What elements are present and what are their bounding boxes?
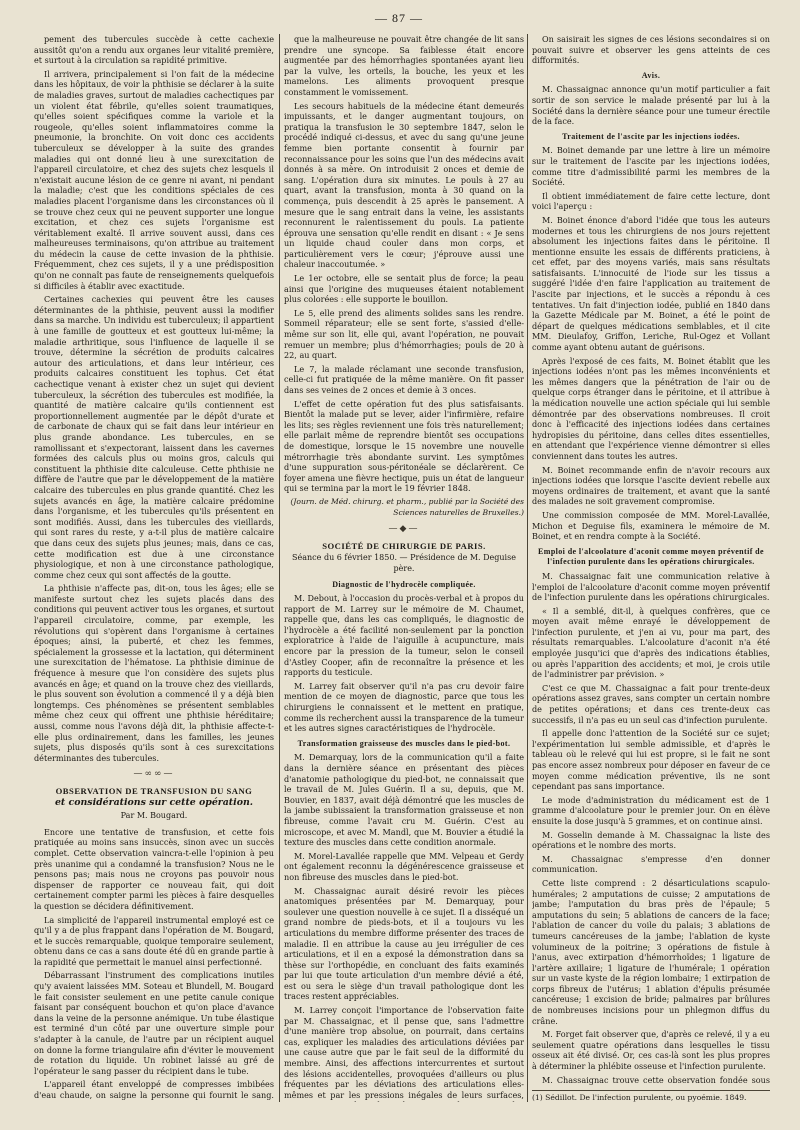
paragraph: L'appareil étant enveloppé de compresses imbibées d'eau chaude, on saigne la personne qui fournit le sang. (34, 1079, 274, 1100)
paragraph: M. Gosselin demande à M. Chassaignac la liste des opérations et le nombre des morts. (532, 829, 770, 851)
paragraph: M. Boinet recommande enfin de n'avoir recours aux injections iodées que lorsque l'ascite devient rebelle aux moyens ordinaires de traitement, et avant que la santé des malades ne soit gravement compromise. (532, 464, 770, 507)
ornament-divider: —∞∞— (133, 769, 175, 780)
paragraph: Il arrivera, principalement si l'on fait de la médecine dans les hôpitaux, de voir la phthisie se déclarer à la suite de maladies graves, surtout de maladies cachectiques par un violent état fébrile, qu'elles soient traumatiques, qu'elles soient spécifiques comme la variole et la rougeole, qu'elles soient inflammatoires comme la pneumonie, la bronchite. On voit donc ces accidents tuberculeux se développer à la suite des grandes maladies qui ont donné lieu à une surexcitation de l'appareil circulatoire, et chez des sujets chez lesquels il n'existait aucune lésion de ce genre ni avant, ni pendant la maladie; c'est que les conditions spéciales de ces maladies placent l'organisme dans les circonstances où il se trouve chez ceux qui ne peuvent supporter une longue excitation, et chez ces sujets l'organisme est véritablement exalté. Il arrive souvent aussi, dans ces malheureuses terminaisons, qu'on attribue au traitement du médecin la cause de cette invasion de la phthisie. Fréquemment, chez ces sujets, il y a une prédisposition qu'on ne connaît pas faute de renseignements quelquefois si difficiles à établir avec exactitude. (34, 68, 274, 291)
column-1 (34, 34, 274, 1102)
article-author: Par M. Bougard. (120, 811, 188, 821)
paragraph: « Il a semblé, dit-il, à quelques confrères, que ce moyen avait même enrayé le développement de l'infection purulente, et j'en ai vu, pour ma part, des résultats remarquables. L'alcoolature d'aconit n'a été employée jusqu'ici que d'après des indications établies, ou après l'apparition des accidents; et moi, je crois utile de l'administrer par prévision. » (532, 605, 770, 680)
paragraph: Une commission composée de MM. Morel-Lavallée, Michon et Deguise fils, examinera le mémoire de M. Boinet, et en rendra compte à la Société. (532, 509, 770, 542)
paragraph: M. Forget fait observer que, d'après ce relevé, il y a eu seulement quatre opérations dans lesquelles le tissu osseux ait été divisé. Or, ces cas-là sont les plus propres à déterminer la phlébite osseuse et l'infection purulente. (532, 1029, 770, 1072)
paragraph: que la malheureuse ne pouvait être changée de lit sans prendre une syncope. Sa faiblesse était encore augmentée par des hémorrhagies spontanées ayant lieu par la vulve, les orteils, la bouche, les yeux et les mamelons. Les aliments provoquent presque constamment le vomissement. (284, 34, 524, 97)
paragraph: Encore une tentative de transfusion, et cette fois pratiquée au moins sans insuccès, sinon avec un succès complet. Cette observation vaincra-t-elle l'opinion à peu près unanime qui a condamné la transfusion? Nous ne le pensons pas; mais nous ne croyons pas pouvoir nous dispenser de rapporter ce nouveau fait, qui doit certainement compter parmi les pièces à faire desquelles la question se décidera définitivement. (34, 826, 274, 911)
paragraph: pement des tubercules succède à cette cachexie aussitôt qu'on a rendu aux organes leur vitalité première, et surtout à la circulation sa rapidité primitive. (34, 34, 274, 66)
section-title: Emploi de l'alcoolature d'aconit comme moyen préventif de l'infection purulente dans les opérations chirurgicales. (538, 546, 764, 567)
paragraph: M. Morel-Lavallée rappelle que MM. Velpeau et Gerdy ont également reconnu la dégénérescence graisseuse et non fibreuse des muscles dans le pied-bot. (284, 850, 524, 882)
paragraph: M. Chassaignac aurait désiré revoir les pièces anatomiques présentées par M. Demarquay, pour soulever une question nouvelle à ce sujet. Il a disséqué un grand nombre de pieds-bots, et il a toujours vu les articulations du membre difforme présenter des traces de maladie. Il en attribue la cause au jeu irrégulier de ces articulations, et il en a exposé la démonstration dans sa thèse sur l'orthopédie, en concluant des faits examinés par lui que toute articulation d'un membre dévié a été, est ou sera le siège d'un travail pathologique dont les traces restent appréciables. (284, 885, 524, 1002)
paragraph: Il obtient immédiatement de faire cette lecture, dont voici l'aperçu : (532, 190, 770, 212)
column-rule-1 (279, 34, 280, 1102)
source-citation: (Journ. de Méd. chirurg. et pharm., publié par la Société des Sciences naturelles de Bruxelles.) (290, 496, 524, 517)
paragraph: Le 1er octobre, elle se sentait plus de force; la peau ainsi que l'origine des muqueuses étaient notablement plus colorées : elle supporte le bouillon. (284, 273, 524, 305)
paragraph: La simplicité de l'appareil instrumental employé est ce qu'il y a de plus frappant dans l'opération de M. Bougard, et le succès remarquable, quoique temporaire seulement, obtenu dans ce cas a sans doute été dû en grande partie à la rapidité que permettait le manuel ainsi perfectionné. (34, 914, 274, 967)
footnote: (1) Sédillot. De l'infection purulente, ou pyoémie. 1849. (532, 1090, 770, 1102)
paragraph: Cette liste comprend : 2 désarticulations scapulo-humérales; 2 amputations de cuisse; 2 amputations de jambe; l'amputation du bras près de l'épaule; 5 amputations du sein; 5 ablations de cancers de la face; l'ablation de cancer du voile du palais; 3 ablations de tumeurs cancéreuses de la jambe; l'ablation de kyste volumineux de la poitrine; 3 opérations de fistule à l'anus, avec extirpation d'hémorrhoïdes; 1 ligature de l'artère axillaire; 1 ligature de l'humérale; 1 opération sur un vaste kyste de la région lombaire; 1 extirpation de corps fibreux de l'utérus; 1 ablation d'épulis présumée cancéreuse; 1 excision de bride; palmaires par brûlures de nombreuses incisions pour un phlegmon diffus du crâne. (532, 877, 770, 1026)
paragraph: M. Chassaignac annonce qu'un motif particulier a fait sortir de son service le malade présenté par lui à la Société dans la dernière séance pour une tumeur érectile de la face. (532, 84, 770, 127)
column-rule-2 (527, 34, 528, 1102)
section-title: Transformation graisseuse des muscles dans le pied-bot. (297, 738, 511, 748)
paragraph: M. Boinet demande par une lettre à lire un mémoire sur le traitement de l'ascite par les injections iodées, comme titre d'admissibilité parmi les membres de la Société. (532, 145, 770, 188)
paragraph: C'est ce que M. Chassaignac a fait pour trente-deux opérations assez graves, sans compter un certain nombre de petites opérations; et dans ces trente-deux cas successifs, il n'a pas eu un seul cas d'infection purulente. (532, 682, 770, 725)
paragraph: Après l'exposé de ces faits, M. Boinet établit que les injections iodées n'ont pas les mêmes inconvénients et les mêmes dangers que la pénétration de l'air ou de quelque corps étranger dans le péritoine, et il attribue à la médication nouvelle une action spéciale qui lui semble démontrée par des observations nombreuses. Il croit donc à l'efficacité des injections iodées dans certaines hydropisies du péritoine, dans celles dites essentielles, en attendant que l'expérience vienne démontrer si elles conviennent dans toutes les autres. (532, 355, 770, 461)
page-header (34, 8, 764, 28)
meeting-line: Séance du 6 février 1850. — Présidence de M. Deguise père. (292, 553, 516, 573)
article-subtitle: et considérations sur cette opération. (54, 796, 254, 808)
paragraph: L'effet de cette opération fut des plus satisfaisants. Bientôt la malade put se lever, aider l'infirmière, refaire les lits; ses règles reviennent une fois très naturellement; elle parlait même de reprendre bientôt ses occupations de domestique, lorsque le 15 novembre une nouvelle métrorrhagie très abondante survint. Les symptômes d'une suppuration sous-péritonéale se déclarèrent. Ce foyer amena une fièvre hectique, puis un état de langueur qui se termina par la mort le 19 février 1848. (284, 398, 524, 494)
article-title: OBSERVATION DE TRANSFUSION DU SANG (55, 785, 253, 796)
section-title: Avis. (641, 70, 661, 80)
section-title: Diagnostic de l'hydrocèle compliquée. (332, 579, 476, 589)
paragraph: M. Chassaignac s'empresse d'en donner communication. (532, 853, 770, 875)
paragraph: Les secours habituels de la médecine étant demeurés impuissants, et le danger augmentant toujours, on pratiqua la transfusion le 30 septembre 1847, selon le procédé indiqué ci-dessus, et avec du sang qu'une jeune femme bien portante consentit à fournir par reconnaissance pour les soins que l'un des médecins avait donnés à sa mère. On introduisit 2 onces et demie de sang. L'opération dura six minutes. Le pouls à 27 au quart, avant la transfusion, monta à 30 quand on la commença, puis descendit à 25 après le pansement. A mesure que le sang entrait dans la veine, les assistants reconnurent le ralentissement du pouls. La patiente éprouva une sensation qu'elle rendit en disant : « Je sens un liquide chaud couler dans mon corps, et particulièrement vers le cœur; j'éprouve aussi une chaleur inaccoutumée. » (284, 100, 524, 270)
paragraph: M. Larrey fait observer qu'il n'a pas cru devoir faire mention de ce moyen de diagnostic, parce que tous les chirurgiens le connaissent et le mettent en pratique, comme ils recherchent aussi la transparence de la tumeur et les autres signes caractéristiques de l'hydrocèle. (284, 680, 524, 734)
ornament-divider: —◆— (388, 524, 420, 535)
paragraph: Le 7, la malade réclamant une seconde transfusion, celle-ci fut pratiquée de la même manière. On fit passer dans ses veines de 2 onces et demie à 3 onces. (284, 363, 524, 395)
paragraph: M. Larrey conçoit l'importance de l'observation faite par M. Chassaignac, et il pense que, sans l'admettre d'une manière trop absolue, on pourrait, dans certains cas, expliquer les maladies des articulations déviées par une cause autre que par le fait seul de la difformité du membre. Ainsi, des affections intercurrentes et surtout des lésions accidentelles, provoquées d'ailleurs ou plus fréquentes par les déviations des articulations elles-mêmes et par les pressions inégales de leurs surfaces, (284, 1005, 524, 1100)
paragraph: M. Demarquay, lors de la communication qu'il a faite dans la dernière séance en présentant des pièces d'anatomie pathologique du pied-bot, ne connaissait que le travail de M. Jules Guérin. Il a su, depuis, que M. Bouvier, en 1837, avait déjà démontré que les muscles de la jambe subissaient la transformation graisseuse et non fibreuse, comme l'avait cru M. Guérin. C'est au microscope, et avec M. Mandl, que M. Bouvier a étudié la texture des muscles dans cette condition anormale. (284, 752, 524, 848)
paragraph: Le mode d'administration du médicament est de 1 gramme d'alcoolature pour le premier jour. On en élève ensuite la dose jusqu'à 5 grammes, et on continue ainsi. (532, 794, 770, 826)
paragraph: M. Chassaignac trouve cette observation fondée sous (542, 1074, 770, 1085)
paragraph: M. Chassaignac fait une communication relative à l'emploi de l'alcoolature d'aconit comme moyen préventif de l'infection purulente dans les opérations chirurgicales. (532, 570, 770, 603)
paragraph: On saisirait les signes de ces lésions secondaires si on pouvait suivre et observer les gens atteints de ces difformités. (532, 34, 770, 66)
column-3 (532, 34, 770, 1086)
paragraph: M. Debout, à l'occasion du procès-verbal et à propos du rapport de M. Larrey sur le mémoire de M. Chaumet, rappelle que, dans les cas compliqués, le diagnostic de l'hydrocèle a été facilité non-seulement par la ponction exploratrice à l'aide de l'aiguille à acupuncture, mais encore par la pression de la tumeur, selon le conseil d'Astley Cooper, afin de reconnaître la présence et les rapports du testicule. (284, 593, 524, 678)
paragraph: Il appelle donc l'attention de la Société sur ce sujet; l'expérimentation lui semble admissible, et d'après le tableau où le relevé qui lui est propre, si le fait ne sont pas encore assez nombreux pour déposer en faveur de ce moyen comme médication préventive, ils ne sont cependant pas sans importance. (532, 728, 770, 792)
paragraph: M. Boinet énonce d'abord l'idée que tous les auteurs modernes et tous les chirurgiens de nos jours rejettent absolument les injections faites dans le péritoine. Il mentionne ensuite les essais de différents praticiens, à cet effet, par des moyens variés, mais sans résultats satisfaisants. L'innocuité de l'iode sur les tissus a suggéré l'idée d'en faire l'application au traitement de l'ascite par injections, et le succès a répondu à ces tentatives. Un fait d'injection iodée, publié en 1840 dans la Gazette Médicale par M. Boinet, a été le point de départ de quelques médications semblables, et il cite MM. Dieulafoy, Griffon, Leriche, Rul-Ogez et Vollant comme ayant obtenu autant de guérisons. (532, 214, 770, 353)
paragraph: Débarrassant l'instrument des complications inutiles qu'y avaient laissées MM. Soteau et Blundell, M. Bougard le fait consister seulement en une petite canule conique faisant par conséquent bouchon et qu'on place d'avance dans la veine de la personne anémique. Un tube élastique est terminé d'un côté par une ouverture simple pour s'adapter à la canule, de l'autre par un récipient auquel on donne la forme triangulaire afin d'éviter le mouvement de rotation du liquide. Un robinet laissé au gré de l'opérateur le sang passer du récipient dans le tube. (34, 970, 274, 1076)
page-number: — 87 — (375, 10, 423, 25)
paragraph: Certaines cachexies qui peuvent être les causes déterminantes de la phthisie, peuvent aussi la modifier dans sa marche. Un individu est tuberculeux; il appartient à une famille de goutteux et est goutteux lui-même; la maladie arthritique, sous l'influence de laquelle il se trouve, détermine la sécrétion de produits calcaires autour des articulations, et dans leur intérieur, ces produits calcaires constituent les tophus. Cet état cachectique venant à exister chez un sujet qui devient tuberculeux, la sécrétion des tubercules est modifiée, la quantité de matière calcaire qu'ils contiennent est proportionnellement augmentée par le dépôt d'urate et de carbonate de chaux qui se fait dans leur intérieur en plus grande abondance. Les tubercules, en se ramollissant et s'expectorant, laissent dans les cavernes formées des calculs plus ou moins gros, calculs qui constituent la phthisie dite calculeuse. Cette phthisie ne diffère de l'autre que par le développement de la matière calcaire des tubercules en plus grande quantité. Chez les sujets avancés en âge, la matière calcaire prédomine dans l'organisme, et les tubercules qu'ils présentent en sont modifiés. Aussi, dans les tubercules des vieillards, qui sont rares du reste, y a-t-il plus de matière calcaire que dans ceux des sujets plus jeunes; mais, dans ce cas, cette modification est due à une circonstance physiologique, et non à une circonstance pathologique, comme chez ceux qui sont affectés de la goutte. (34, 294, 274, 580)
society-title: SOCIÉTÉ DE CHIRURGIE DE PARIS. (322, 540, 486, 551)
paragraph: La phthisie n'affecte pas, dit-on, tous les âges; elle se manifeste surtout chez les sujets placés dans des conditions qui peuvent activer tous les organes, et surtout l'appareil circulatoire, comme, par exemple, les révolutions qui s'opèrent dans l'organisme à certaines époques; ainsi, la puberté, et chez les femmes, spécialement la grossesse et la lactation, qui déterminent une surexcitation de l'hématose. La phthisie diminue de fréquence à mesure que l'on considère des sujets plus avancés en âge; et quand on la trouve chez des vieillards, le plus souvent son évolution a commencé il y a déjà bien longtemps. Ces phénomènes se présentent semblables même chez ceux qui offrent une phthisie héréditaire; aussi, comme nous l'avons déjà dit, la phthisie affecte-t-elle plus ordinairement, dans les familles, les jeunes sujets, plus disposés qu'ils sont à ces surexcitations déterminantes des tubercules. (34, 583, 274, 763)
column-2 (284, 34, 524, 1102)
paragraph: Le 5, elle prend des aliments solides sans les rendre. Sommeil réparateur; elle se sent forte, s'assied d'elle-même sur son lit, elle qui, avant l'opération, ne pouvait remuer un membre; plus d'hémorrhagies; pouls de 20 à 22, au quart. (284, 307, 524, 361)
section-title: Traitement de l'ascite par les injections iodées. (562, 131, 740, 141)
